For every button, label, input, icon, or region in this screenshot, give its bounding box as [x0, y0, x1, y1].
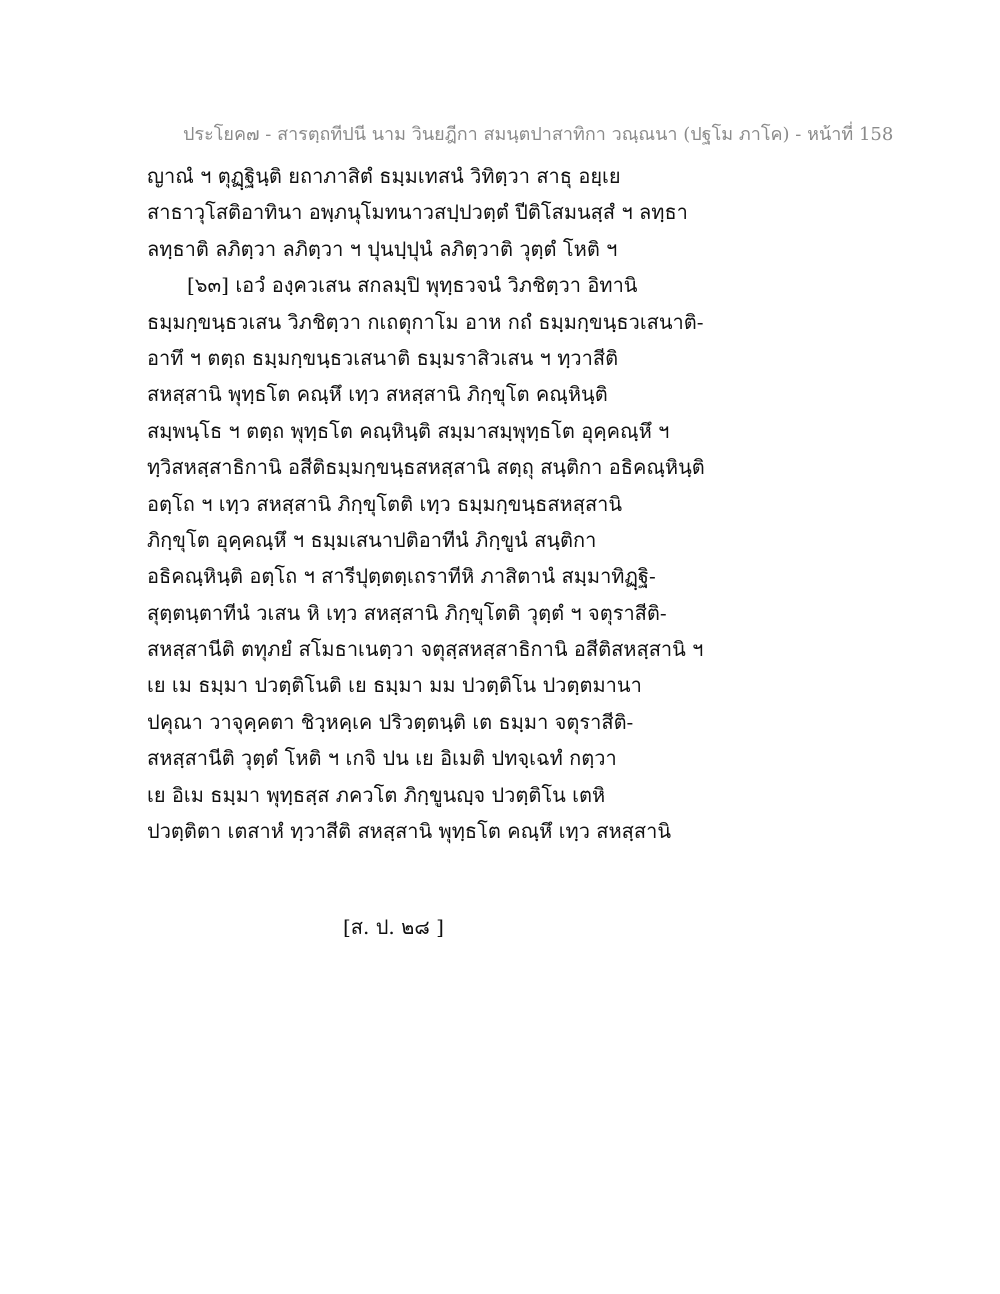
text-line: อธิคณฺหินฺติ อตฺโถ ฯ สารีปุตฺตตฺเถราทีหิ ภาสิตานํ สมฺมาทิฏฺฐิ-: [147, 564, 656, 589]
body-text: [147, 158, 747, 849]
text-line: ธมฺมกฺขนฺธวเสน วิภชิตฺวา กเถตุกาโม อาห กถํ ธมฺมกฺขนฺธวเสนาติ-: [147, 309, 704, 334]
text-line: ทฺวิสหสฺสาธิกานิ อสีติธมฺมกฺขนฺธสหสฺสานิ สตฺถุ สนฺติกา อธิคณฺหินฺติ: [147, 455, 705, 480]
text-line: สาธาวุโสติอาทินา อพฺภนุโมทนาวสปฺปวตฺตํ ปีติโสมนสฺสํ ฯ ลทฺธา: [147, 200, 688, 225]
text-line: เย เม ธมฺมา ปวตฺติโนติ เย ธมฺมา มม ปวตฺติโน ปวตฺตมานา: [147, 673, 642, 698]
paragraph-start-line: [๖๓] เอวํ องฺควเสน สกลมฺปิ พุทฺธวจนํ วิภชิตฺวา อิทานิ: [187, 273, 638, 298]
text-line: สุตฺตนฺตาทีนํ วเสน หิ เทฺว สหสฺสานิ ภิกฺขุโตติ วุตฺตํ ฯ จตุราสีติ-: [147, 600, 667, 625]
text-line: ปคุณา วาจุคฺคตา ชิวฺหคฺเค ปริวตฺตนฺติ เต ธมฺมา จตุราสีติ-: [147, 709, 634, 734]
text-line: สหสฺสานีติ ตทุภยํ สโมธาเนตฺวา จตุสฺสหสฺสาธิกานิ อสีติสหสฺสานิ ฯ: [147, 637, 704, 662]
text-line: ปวตฺติตา เตสาหํ ทฺวาสีติ สหสฺสานิ พุทฺธโต คณฺหึ เทฺว สหสฺสานิ: [147, 819, 671, 844]
text-line: สมฺพนฺโธ ฯ ตตฺถ พุทฺธโต คณฺหินฺติ สมฺมาสมฺพุทฺธโต อุคฺคณฺหึ ฯ: [147, 418, 670, 443]
text-line: สหสฺสานิ พุทฺธโต คณฺหึ เทฺว สหสฺสานิ ภิกฺขุโต คณฺหินฺติ: [147, 382, 608, 407]
page-reference: [ส. ป. ๒๘ ]: [343, 915, 444, 939]
text-line: อาทึ ฯ ตตฺถ ธมฺมกฺขนฺธวเสนาติ ธมฺมราสิวเสน ฯ ทฺวาสีติ: [147, 345, 619, 370]
text-line: ญาณํ ฯ ตุฏฺฐินฺติ ยถาภาสิตํ ธมฺมเทสนํ วิทิตฺวา สาธุ อยฺเย: [147, 164, 621, 188]
text-line: อตฺโถ ฯ เทฺว สหสฺสานิ ภิกฺขุโตติ เทฺว ธมฺมกฺขนฺธสหสฺสานิ: [147, 491, 623, 516]
text-line: ลทฺธาติ ลภิตฺวา ลภิตฺวา ฯ ปุนปฺปุนํ ลภิตฺวาติ วุตฺตํ โหติ ฯ: [147, 236, 618, 261]
text-line: ภิกฺขุโต อุคฺคณฺหึ ฯ ธมฺมเสนาปติอาทีนํ ภิกฺขูนํ สนฺติกา: [147, 527, 597, 552]
text-line: สหสฺสานีติ วุตฺตํ โหติ ฯ เกจิ ปน เย อิเมติ ปทจฺเฉทํ กตฺวา: [147, 746, 617, 771]
running-header: ประโยค๗ - สารตฺถทีปนี นาม วินยฎีกา สมนฺตปาสาทิกา วณฺณนา (ปฐโม ภาโค) - หน้าที่ 158: [183, 124, 894, 145]
text-line: เย อิเม ธมฺมา พุทฺธสฺส ภควโต ภิกฺขูนญฺจ ปวตฺติโน เตหิ: [147, 782, 606, 807]
